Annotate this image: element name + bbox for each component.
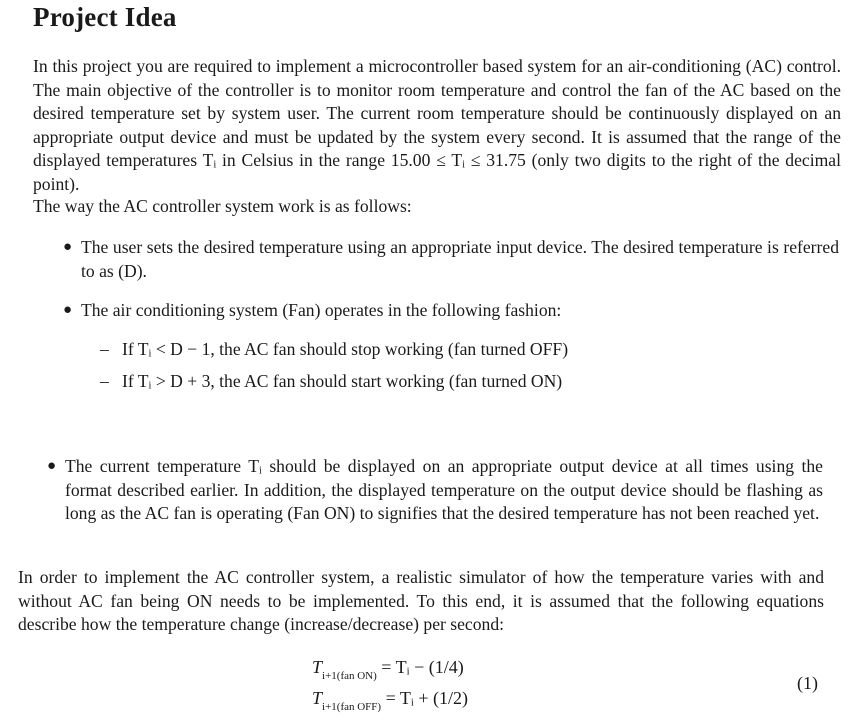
eq-lhs-base: T — [312, 657, 323, 677]
bullet-dot-icon: ● — [63, 239, 73, 255]
sub-bullet-text: If Tᵢ > D + 3, the AC fan should start working (fan turned ON) — [122, 371, 563, 391]
work-description-line: The way the AC controller system work is as follows: — [33, 196, 412, 216]
closing-paragraph: In order to implement the AC controller system, a realistic simulator of how the temperature varies with and without AC fan being ON needs to be implemented. To this end, it is assumed that the following equations describe how the temperature change (increase/decrease) per second: — [18, 567, 824, 634]
eq-lhs-subscript: i+1(fan ON) — [322, 670, 377, 682]
bullet-desired-temperature — [63, 236, 839, 283]
sub-bullet-fan-off — [100, 338, 569, 362]
eq-rhs: = Tᵢ − (1/4) — [381, 657, 464, 677]
page-title: Project Idea — [33, 2, 177, 32]
bullet-text: The current temperature Tᵢ should be displayed on an appropriate output device at all times using the format described earlier. In addition, the displayed temperature on the output device should be flashing as long as the AC fan is operating (Fan ON) to signifies that the desired temperature has not been reached yet. — [65, 456, 823, 523]
dash-icon: – — [100, 371, 109, 391]
bullet-text: The air conditioning system (Fan) operates in the following fashion: — [81, 300, 562, 320]
sub-bullet-fan-on — [100, 370, 563, 394]
equation-fan-off — [312, 686, 468, 719]
dash-icon: – — [100, 339, 109, 359]
bullet-fan-operation — [63, 299, 839, 323]
eq-lhs-base: T — [312, 688, 323, 708]
equation-number: (1) — [797, 673, 818, 693]
sub-bullet-text: If Tᵢ < D − 1, the AC fan should stop working (fan turned OFF) — [122, 339, 569, 359]
intro-paragraph: In this project you are required to implement a microcontroller based system for an air-conditioning (AC) control. The main objective of the controller is to monitor room temperature and control the fan of the AC based on the desired temperature set by system user. The current room temperature should be continuously displayed on an appropriate output device and must be updated by the system every second. It is assumed that the range of the displayed temperatures Tᵢ in Celsius in the range 15.00 ≤ Tᵢ ≤ 31.75 (only two digits to the right of the decimal point). — [33, 56, 841, 194]
bullet-display-temperature — [47, 455, 823, 526]
bullet-text: The user sets the desired temperature using an appropriate input device. The desired temperature is referred to as (D). — [81, 237, 839, 281]
equation-fan-on — [312, 655, 464, 688]
bullet-dot-icon: ● — [47, 458, 57, 474]
eq-lhs-subscript: i+1(fan OFF) — [322, 701, 382, 713]
eq-rhs: = Tᵢ + (1/2) — [385, 688, 468, 708]
bullet-dot-icon: ● — [63, 302, 73, 318]
